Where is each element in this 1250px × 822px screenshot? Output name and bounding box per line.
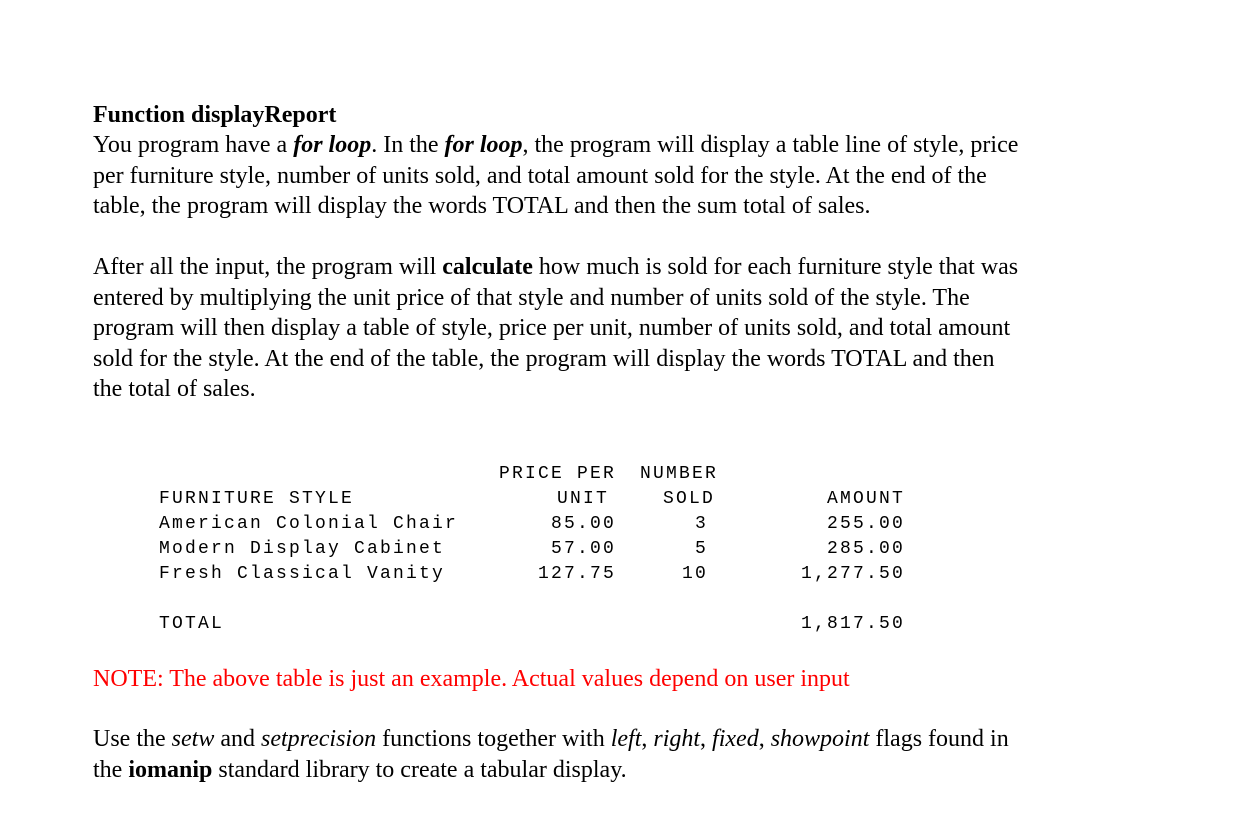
- text: ,: [758, 726, 771, 752]
- section-heading: Function displayReport: [93, 102, 337, 128]
- total-amount: 1,817.50: [800, 614, 905, 634]
- text: the: [93, 756, 129, 783]
- paragraph-3-line-2: [93, 755, 627, 786]
- emphasis: for loop: [293, 132, 372, 158]
- italic-text: right: [653, 726, 701, 752]
- text: . In the: [371, 132, 445, 158]
- cell-style: American Colonial Chair: [159, 514, 459, 534]
- text: You program have a: [93, 132, 294, 158]
- paragraph-3-line-1: [93, 724, 1009, 755]
- cell-amount: 285.00: [826, 539, 905, 559]
- italic-text: left: [610, 726, 642, 752]
- cell-sold: 3: [694, 514, 708, 534]
- header-style: FURNITURE STYLE: [159, 489, 355, 509]
- bold-text: iomanip: [128, 756, 213, 783]
- text: standard library to create a tabular display.: [212, 756, 627, 783]
- cell-sold: 10: [681, 564, 708, 584]
- bold-text: calculate: [442, 254, 533, 280]
- italic-text: showpoint: [770, 726, 870, 752]
- text: and: [214, 726, 261, 752]
- cell-amount: 1,277.50: [800, 564, 905, 584]
- text: Use the: [93, 726, 172, 752]
- header-amount: AMOUNT: [826, 489, 905, 509]
- cell-style: Modern Display Cabinet: [159, 539, 446, 559]
- italic-text: fixed: [712, 726, 759, 752]
- paragraph-1-line-2: per furniture style, number of units sold, and total amount sold for the style. At the end of the: [93, 162, 987, 189]
- text: ,: [700, 726, 713, 752]
- text: After all the input, the program will: [93, 254, 443, 280]
- paragraph-1-line-3: table, the program will display the words TOTAL and then the sum total of sales.: [93, 193, 871, 219]
- cell-sold: 5: [694, 539, 708, 559]
- paragraph-2-line-4: sold for the style. At the end of the table, the program will display the words TOTAL and then: [93, 345, 995, 372]
- text: ,: [641, 726, 654, 752]
- text: flags found in: [869, 726, 1009, 752]
- cell-price: 57.00: [550, 539, 616, 559]
- cell-amount: 255.00: [826, 514, 905, 534]
- italic-text: setprecision: [260, 726, 377, 752]
- paragraph-2-line-2: entered by multiplying the unit price of that style and number of units sold of the style. The: [93, 284, 970, 311]
- paragraph-2-line-1: [93, 252, 1018, 283]
- header-price-top: PRICE PER: [498, 464, 616, 484]
- header-price: UNIT: [556, 489, 609, 509]
- italic-text: setw: [171, 726, 215, 752]
- cell-price: 85.00: [550, 514, 616, 534]
- total-label: TOTAL: [159, 614, 225, 634]
- cell-price: 127.75: [537, 564, 616, 584]
- header-sold-top: NUMBER: [640, 464, 719, 484]
- paragraph-1-line-1: [93, 130, 1018, 161]
- cell-style: Fresh Classical Vanity: [159, 564, 446, 584]
- text: how much is sold for each furniture style that was: [532, 254, 1019, 280]
- paragraph-2-line-3: program will then display a table of style, price per unit, number of units sold, and total amount: [93, 315, 1011, 341]
- text: functions together with: [376, 726, 611, 752]
- paragraph-2-line-5: the total of sales.: [93, 376, 256, 402]
- header-sold: SOLD: [662, 489, 715, 509]
- note: NOTE: The above table is just an example. Actual values depend on user input: [93, 666, 850, 692]
- emphasis: for loop: [444, 132, 523, 158]
- text: , the program will display a table line of style, price: [522, 132, 1019, 158]
